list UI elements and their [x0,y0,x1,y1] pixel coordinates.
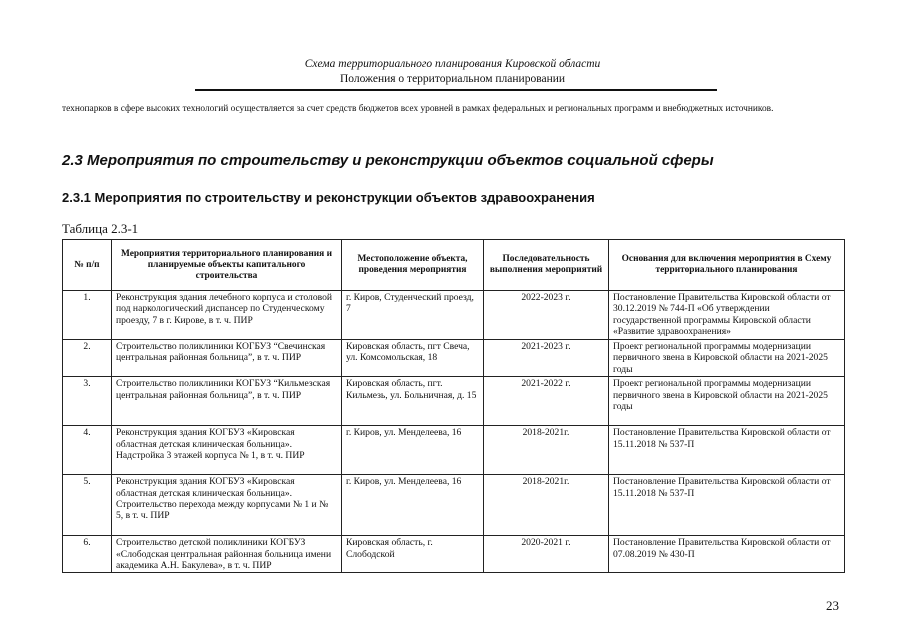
table-row [63,536,845,573]
cell-number: 6. [63,536,112,573]
header-divider [195,89,717,91]
cell-period: 2021-2023 г. [484,340,609,377]
col-header-period: Последовательность выполнения мероприятий [484,240,609,291]
cell-measure: Реконструкция здания КОГБУЗ «Кировская областная детская клиническая больница». Надстройка 3 этажей корпуса № 1, в т. ч. ПИР [112,426,342,475]
table-row [63,340,845,377]
cell-measure: Реконструкция здания лечебного корпуса и столовой под наркологический диспансер по Студенческому проезду, 7 в г. Кирове, в т. ч. ПИР [112,291,342,340]
cell-period: 2021-2022 г. [484,377,609,426]
cell-number: 1. [63,291,112,340]
cell-basis: Проект региональной программы модернизации первичного звена в Кировской области на 2021-2025 годы [609,340,845,377]
page-number: 23 [826,598,839,613]
cell-number: 2. [63,340,112,377]
cell-measure: Строительство поликлиники КОГБУЗ “Кильмезская центральная районная больница”, в т. ч. ПИР [112,377,342,426]
col-header-location: Местоположение объекта, проведения мероприятия [342,240,484,291]
section-heading: 2.3 Мероприятия по строительству и реконструкции объектов социальной сферы [62,152,714,169]
table-header-row [63,240,845,291]
table-caption: Таблица 2.3-1 [62,221,139,236]
cell-period: 2020-2021 г. [484,536,609,573]
cell-measure: Строительство поликлиники КОГБУЗ “Свечинская центральная районная больница”, в т. ч. ПИР [112,340,342,377]
col-header-basis: Основания для включения мероприятия в Схему территориального планирования [609,240,845,291]
running-header-subtitle: Положения о территориальном планировании [339,73,566,85]
cell-basis: Постановление Правительства Кировской области от 15.11.2018 № 537-П [609,426,845,475]
measures-table [62,239,845,573]
cell-basis: Постановление Правительства Кировской области от 07.08.2019 № 430-П [609,536,845,573]
cell-number: 5. [63,475,112,536]
cell-measure: Строительство детской поликлиники КОГБУЗ «Слободская центральная районная больница имени академика А.Н. Бакулева», в т. ч. ПИР [112,536,342,573]
cell-period: 2018-2021г. [484,426,609,475]
cell-period: 2022-2023 г. [484,291,609,340]
cell-period: 2018-2021г. [484,475,609,536]
cell-measure: Реконструкция здания КОГБУЗ «Кировская областная детская клиническая больница». Строительство перехода между корпусами № 1 и № 5, в т. ч. ПИР [112,475,342,536]
cell-basis: Постановление Правительства Кировской области от 15.11.2018 № 537-П [609,475,845,536]
table-row [63,475,845,536]
cell-location: г. Киров, ул. Менделеева, 16 [342,475,484,536]
cell-location: г. Киров, Студенческий проезд, 7 [342,291,484,340]
col-header-number: № п/п [63,240,112,291]
cell-basis: Постановление Правительства Кировской области от 30.12.2019 № 744-П «Об утверждении государственной программы Кировской области «Развитие здравоохранения» [609,291,845,340]
cell-number: 4. [63,426,112,475]
table-row [63,426,845,475]
running-header-title: Схема территориального планирования Кировской области [304,58,601,70]
table-row [63,377,845,426]
cell-location: Кировская область, г. Слободской [342,536,484,573]
cell-location: Кировская область, пгт. Кильмезь, ул. Больничная, д. 15 [342,377,484,426]
subsection-heading: 2.3.1 Мероприятия по строительству и реконструкции объектов здравоохранения [62,190,595,205]
cell-location: г. Киров, ул. Менделеева, 16 [342,426,484,475]
intro-paragraph: технопарков в сфере высоких технологий осуществляется за счет средств бюджетов всех уровней в рамках федеральных и региональных программ и внебюджетных источников. [62,104,774,114]
cell-location: Кировская область, пгт Свеча, ул. Комсомольская, 18 [342,340,484,377]
table-row [63,291,845,340]
cell-number: 3. [63,377,112,426]
col-header-measure: Мероприятия территориального планирования и планируемые объекты капитального строительства [112,240,342,291]
cell-basis: Проект региональной программы модернизации первичного звена в Кировской области на 2021-2025 годы [609,377,845,426]
